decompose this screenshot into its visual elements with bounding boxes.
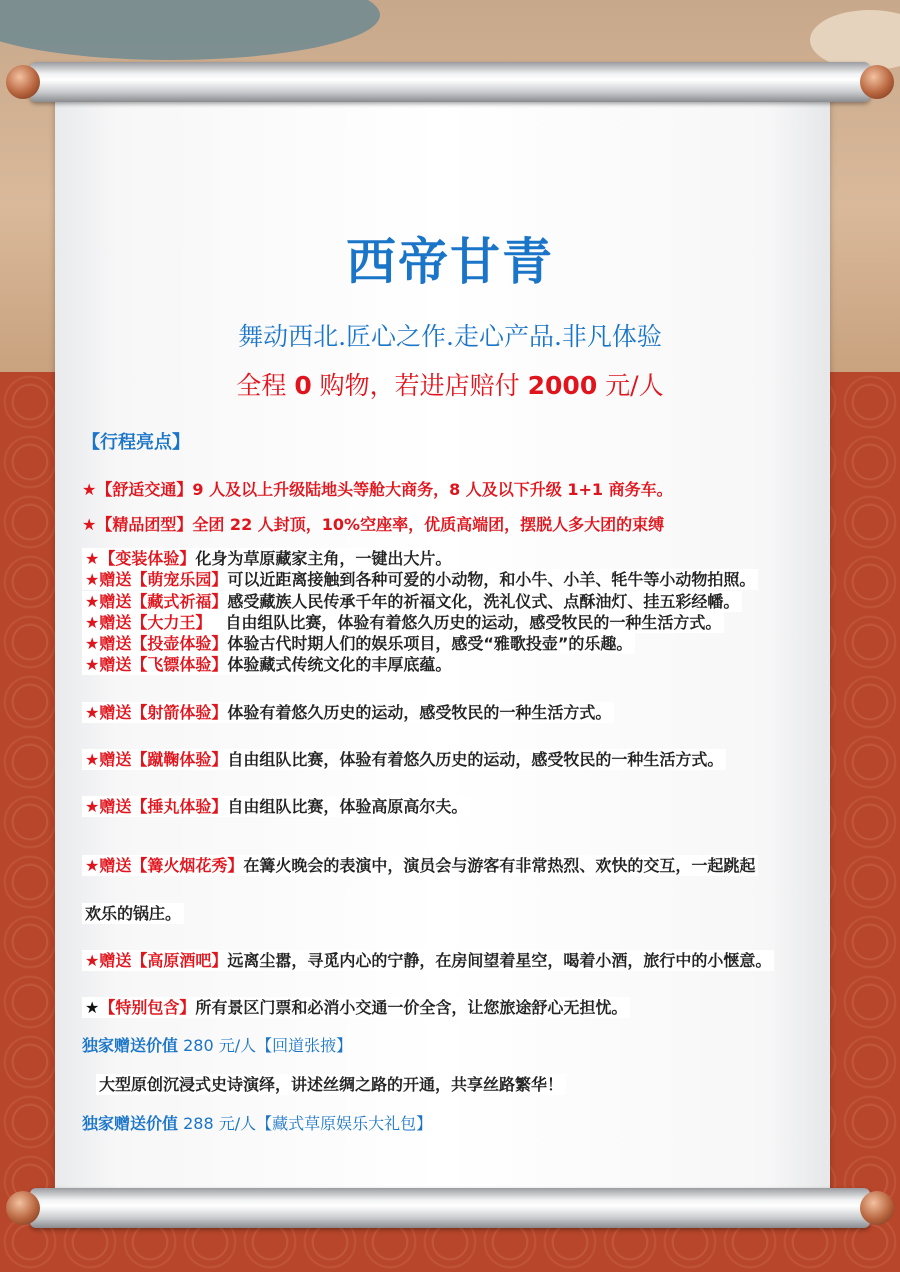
- item-desc: 自由组队比赛，体验有着悠久历史的运动，感受牧民的一种生活方式。: [225, 613, 722, 632]
- item-desc: 远离尘嚣，寻觅内心的宁静，在房间望着星空，喝着小酒，旅行中的小惬意。: [227, 951, 772, 970]
- promise-zero: 0: [294, 371, 312, 400]
- promise-prefix: 全程: [236, 371, 295, 400]
- gift-desc-text: 大型原创沉浸式史诗演绎，讲述丝绸之路的开通，共享丝路繁华！: [96, 1074, 566, 1095]
- highlight-item: [82, 951, 774, 971]
- item-desc: 欢乐的锅庄。: [85, 904, 182, 923]
- gift-value: 288 元/人【藏式草原娱乐大礼包】: [178, 1114, 433, 1133]
- star-icon: ★: [85, 613, 100, 632]
- star-icon: ★: [82, 515, 97, 534]
- highlight-item: [82, 613, 724, 633]
- gift-value: 280 元/人【回道张掖】: [178, 1036, 353, 1055]
- star-icon: ★: [85, 750, 100, 769]
- item-tag: 【舒适交通】: [96, 480, 193, 499]
- item-desc: 全团 22 人封顶，10%空座率，优质高端团，摆脱人多大团的束缚: [192, 515, 665, 534]
- highlight-item: [82, 592, 742, 612]
- star-icon: ★: [85, 634, 100, 653]
- star-icon: ★: [85, 570, 100, 589]
- gift-line-2: [82, 1114, 432, 1134]
- promise-middle: 购物，若进店赔付: [311, 371, 528, 400]
- highlight-item: [82, 570, 758, 590]
- page-title: 西帝甘青: [346, 233, 554, 291]
- highlight-item: [82, 797, 470, 817]
- item-desc: 体验藏式传统文化的丰厚底蕴。: [227, 655, 452, 674]
- item-tag: 【特别包含】: [99, 998, 196, 1017]
- star-icon: ★: [82, 480, 97, 499]
- item-desc: 所有景区门票和必消小交通一价全含，让您旅途舒心无担忧。: [195, 998, 628, 1017]
- highlight-item: [82, 634, 635, 654]
- item-tag: 赠送【高原酒吧】: [99, 951, 228, 970]
- highlight-item-continued: [82, 904, 184, 924]
- item-tag: 赠送【捶丸体验】: [99, 797, 228, 816]
- item-tag: 赠送【射箭体验】: [99, 703, 228, 722]
- item-desc: 自由组队比赛，体验有着悠久历史的运动，感受牧民的一种生活方式。: [227, 750, 724, 769]
- item-desc: 体验有着悠久历史的运动，感受牧民的一种生活方式。: [227, 703, 612, 722]
- highlight-item: [82, 515, 664, 535]
- item-tag: 【变装体验】: [99, 549, 196, 568]
- star-icon: ★: [85, 951, 100, 970]
- star-icon: ★: [85, 549, 100, 568]
- item-tag: 赠送【蹴鞠体验】: [99, 750, 228, 769]
- highlight-item: [82, 703, 614, 723]
- item-tag: 赠送【篝火烟花秀】: [99, 856, 244, 875]
- item-tag: 赠送【投壶体验】: [99, 634, 228, 653]
- item-tag: 赠送【萌宠乐园】: [99, 570, 228, 589]
- item-desc: 9 人及以上升级陆地头等舱大商务，8 人及以下升级 1+1 商务车。: [192, 480, 673, 499]
- gift-label: 独家赠送价值: [82, 1114, 179, 1133]
- star-icon: ★: [85, 797, 100, 816]
- star-icon: ★: [85, 703, 100, 722]
- gift-label: 独家赠送价值: [82, 1036, 179, 1055]
- star-icon: ★: [85, 998, 100, 1017]
- page-subtitle: 舞动西北.匠心之作.走心产品.非凡体验: [238, 322, 662, 351]
- star-icon: ★: [85, 592, 100, 611]
- highlight-item: [82, 655, 454, 675]
- shopping-promise: [0, 366, 900, 402]
- item-desc: 在篝火晚会的表演中，演员会与游客有非常热烈、欢快的交互，一起跳起: [243, 856, 756, 875]
- star-icon: ★: [85, 655, 100, 674]
- highlight-item: [82, 549, 454, 569]
- highlight-item: [82, 480, 673, 500]
- item-desc: 自由组队比赛，体验高原高尔夫。: [227, 797, 468, 816]
- item-desc: 感受藏族人民传承千年的祈福文化，洗礼仪式、点酥油灯、挂五彩经幡。: [227, 592, 740, 611]
- promise-suffix: 元/人: [597, 371, 664, 400]
- highlight-item: [82, 750, 726, 770]
- section-title: 【行程亮点】: [82, 432, 190, 453]
- item-desc: 化身为草原藏家主角，一键出大片。: [195, 549, 452, 568]
- item-tag: 【精品团型】: [96, 515, 193, 534]
- highlight-item: [82, 856, 758, 876]
- gift-line-1: [82, 1036, 352, 1056]
- item-tag: 赠送【飞镖体验】: [99, 655, 228, 674]
- highlight-item: [82, 998, 630, 1018]
- promise-amount: 2000: [527, 371, 598, 400]
- item-tag: 赠送【大力王】: [99, 613, 212, 632]
- star-icon: ★: [85, 856, 100, 875]
- item-tag: 赠送【藏式祈福】: [99, 592, 228, 611]
- item-desc: 体验古代时期人们的娱乐项目，感受“雅歌投壶”的乐趣。: [227, 634, 633, 653]
- item-desc: 可以近距离接触到各种可爱的小动物，和小牛、小羊、牦牛等小动物拍照。: [227, 570, 756, 589]
- gift-description: [96, 1075, 566, 1095]
